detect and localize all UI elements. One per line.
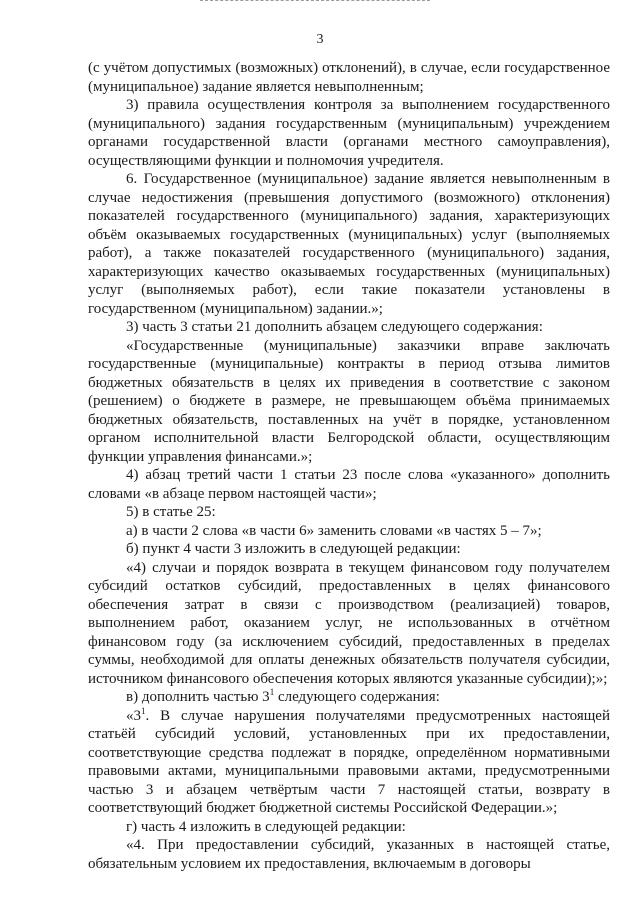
paragraph-item-3-article-21: 3) часть 3 статьи 21 дополнить абзацем следующего содержания: xyxy=(126,319,543,335)
paragraph-subitem-a: а) в части 2 слова «в части 6» заменить словами «в частях 5 – 7»; xyxy=(126,522,542,539)
text-before-sup: в) дополнить частью 3 xyxy=(126,689,270,705)
superscript: 1 xyxy=(141,705,146,716)
paragraph-quote-part-4: «4. При предоставлении субсидий, указанных в настоящей статье, обязательным условием их предоставления, включаемым в договоры xyxy=(88,837,610,872)
paragraph-subitem-v xyxy=(88,688,610,707)
paragraph-part-6: 6. Государственное (муниципальное) задание является невыполненным в случае недостижения (превышения допустимого (возможного) отклонения) показателей государственного (муниципального) задания, характеризующих объём оказываемых государственных (муниципальных) услуг (выполняемых работ), а также показателей государственного (муниципального) задания, характеризующих качество оказываемых государственных (муниципальных) услуг (выполняемых работ), если такие показатели установлены в государственном (муниципальном) задании.»; xyxy=(88,171,610,317)
text-after-sup: следующего содержания: xyxy=(274,689,440,705)
text-after-sup: . В случае нарушения получателями предусмотренных настоящей статьёй субсидий условий, установленных при их предоставлении, соответствующие средства подлежат в порядке, определённом нормативными правовыми актами, муниципальными правовыми актами, предусмотренными частью 3 и абзацем четвёртым части 7 настоящей статьи, возврату в соответствующий бюджет бюджетной системы Российской Федерации.»; xyxy=(88,707,610,816)
paragraph-continuation: (с учётом допустимых (возможных) отклонений), в случае, если государственное (муниципальное) задание является невыполненным; xyxy=(88,60,610,95)
paragraph-item-5-article-25: 5) в статье 25: xyxy=(126,504,216,520)
page-number: 3 xyxy=(316,32,324,47)
scan-edge-line xyxy=(200,0,430,1)
text-before-sup: «3 xyxy=(126,707,141,724)
paragraph-item-4-article-23: 4) абзац третий части 1 статьи 23 после слова «указанного» дополнить словами «в абзаце первом настоящей части»; xyxy=(88,467,610,502)
paragraph-quote-part-3-1 xyxy=(88,707,610,818)
paragraph-subitem-b: б) пункт 4 части 3 изложить в следующей редакции: xyxy=(126,541,461,557)
paragraph-item-3-control-rules: 3) правила осуществления контроля за выполнением государственного (муниципального) задания государственным (муниципальным) учреждением органами государственной власти (органами местного самоуправления), осуществляющими функции и полномочия учредителя. xyxy=(88,97,610,169)
superscript: 1 xyxy=(269,687,275,697)
paragraph-quote-item-4: «4) случаи и порядок возврата в текущем финансовом году получателем субсидий остатков субсидий, предоставленных в целях финансового обеспечения затрат в связи с производством (реализацией) товаров, выполнением работ, оказанием услуг, не использованных в отчётном финансовом году (за исключением субсидий, предоставленных в пределах суммы, необходимой для оплаты денежных обязательств получателя субсидии, источником финансового обеспечения которых являются указанные субсидии);»; xyxy=(88,559,610,687)
paragraph-quote-contracts: «Государственные (муниципальные) заказчики вправе заключать государственные (муниципальные) контракты в период отзыва лимитов бюджетных обязательств в целях их приведения в соответствие с законом (решением) о бюджете в размере, не превышающем объёма принимаемых бюджетных обязательств, поставленных на учёт в порядке, установленном органом исполнительной власти Белгородской области, осуществляющим функции управления финансами.»; xyxy=(88,337,610,465)
paragraph-subitem-g: г) часть 4 изложить в следующей редакции: xyxy=(126,818,406,835)
document-body xyxy=(88,59,610,873)
